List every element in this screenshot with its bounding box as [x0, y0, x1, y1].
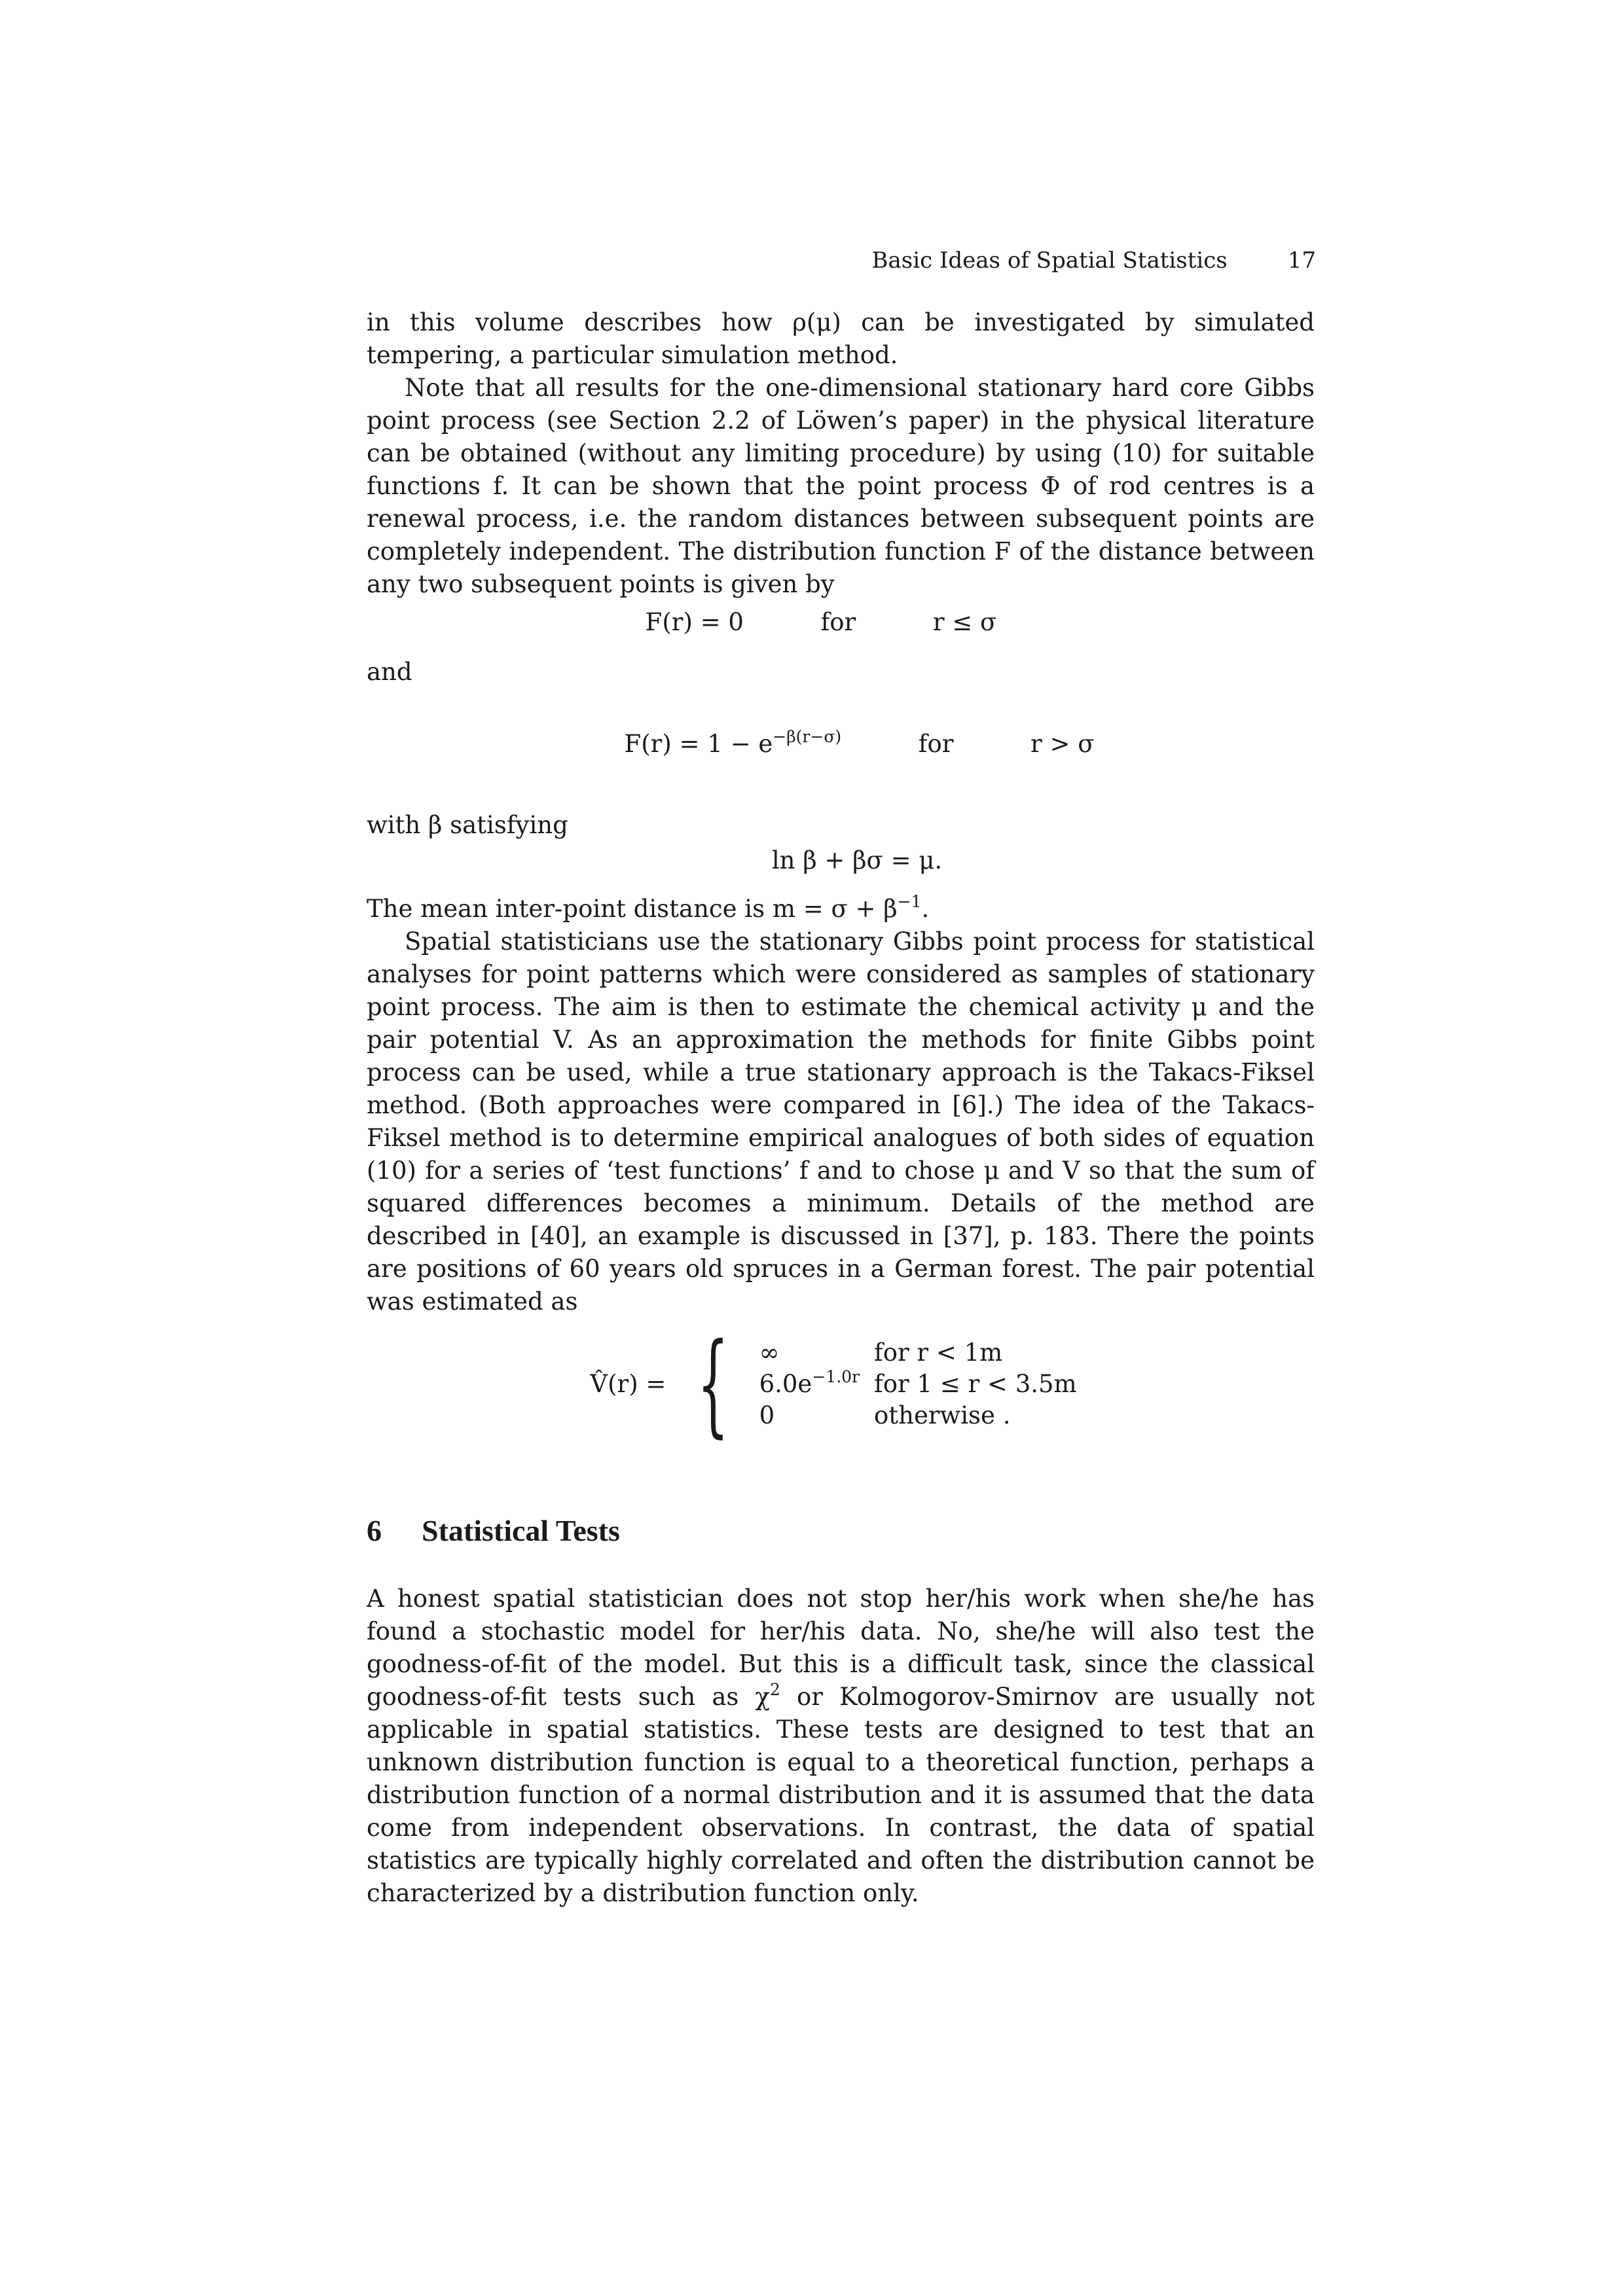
mean-distance-exponent: −1 — [897, 892, 922, 911]
section-number: 6 — [367, 1514, 382, 1547]
paragraph-mean-distance — [367, 893, 1315, 925]
case-value — [759, 1369, 874, 1400]
text-with-beta: with β satisfying — [367, 811, 568, 839]
equation-pair-potential — [367, 1319, 1315, 1449]
page-number: 17 — [1287, 247, 1316, 274]
paragraph-hard-core: Note that all results for the one-dimensional stationary hard core Gibbs point process (see Section 2.2 of Löwen’s paper) in the physical literature can be obtained (without any limiting procedure) by using (10) for suitable functions f. It can be shown that the point process Φ of rod centres is a renewal process, i.e. the random distances between subsequent points are completely independent. The distribution function F of the distance between any two subsequent points is given by — [367, 374, 1315, 598]
text-and: and — [367, 658, 412, 686]
case-condition: for r < 1m — [874, 1338, 1003, 1367]
chi-square-exponent: 2 — [769, 1680, 780, 1699]
equation-beta: ln β + βσ = μ. — [771, 846, 943, 874]
case-value-base: 6.0e — [759, 1370, 812, 1398]
mean-distance-end: . — [921, 895, 930, 923]
case-value: ∞ — [759, 1338, 780, 1367]
page-header — [0, 247, 1316, 274]
case-row — [759, 1337, 1091, 1369]
paragraph-statistical-tests — [367, 1583, 1315, 1910]
eq2-lhs: F(r) = 1 − e — [624, 730, 773, 758]
stat-tests-text-a: A honest spatial statistician does not stop her/his work when she/he has found a stochastic model for her/his data. No, she/he will also test the goodness-of-fit of the model. But this is a difficult task, since the classical goodness-of-fit tests such as χ — [367, 1585, 1315, 1711]
case-condition: for 1 ≤ r < 3.5m — [874, 1370, 1077, 1398]
paragraph-takacs-fiksel: Spatial statisticians use the stationary Gibbs point process for statistical analyses for point patterns which were considered as samples of stationary point process. The aim is then to estimate the chemical activity μ and the pair potential V. As an approximation the methods for finite Gibbs point process can be used, while a true stationary approach is the Takacs-Fiksel method. (Both approaches were compared in [6].) The idea of the Takacs-Fiksel method is to determine empirical analogues of both sides of equation (10) for a series of ‘test functions’ f and to chose μ and V so that the sum of squared differences becomes a minimum. Details of the method are described in [40], an example is discussed in [37], p. 183. There the points are positions of 60 years old spruces in a German forest. The pair potential was estimated as — [367, 927, 1315, 1316]
cases-table — [759, 1337, 1091, 1431]
stat-tests-text-b: or Kolmogorov-Smirnov are usually not applicable in spatial statistics. These tests are designed to test that an unknown distribution function is equal to a theoretical function, perhaps a distribution function of a normal distribution and it is assumed that the data come from independent observations. In contrast, the data of spatial statistics are typically highly correlated and often the distribution cannot be characterized by a distribution function only. — [367, 1683, 1315, 1907]
eq2-exponent: −β(r−σ) — [773, 727, 842, 746]
equation-distribution-exp — [373, 695, 1315, 793]
eq2-rhs: for r > σ — [841, 730, 1095, 758]
case-value-exponent: −1.0r — [812, 1367, 860, 1386]
running-title: Basic Ideas of Spatial Statistics — [871, 247, 1228, 274]
mean-distance-text: The mean inter-point distance is m = σ + β — [367, 895, 898, 923]
case-value: 0 — [759, 1401, 775, 1429]
case-condition: otherwise . — [874, 1401, 1011, 1429]
paragraph-continuation: in this volume describes how ρ(μ) can be investigated by simulated tempering, a particular simulation method. — [367, 308, 1315, 369]
equation-distribution-zero: F(r) = 0 for r ≤ σ — [645, 608, 997, 636]
case-row — [759, 1369, 1091, 1400]
page-content — [367, 306, 1315, 1910]
section-heading — [367, 1515, 1315, 1547]
left-brace-icon: { — [697, 1319, 729, 1449]
pair-potential-lhs: V̂(r) = — [590, 1370, 666, 1398]
case-row — [759, 1400, 1091, 1431]
section-title: Statistical Tests — [422, 1514, 620, 1547]
